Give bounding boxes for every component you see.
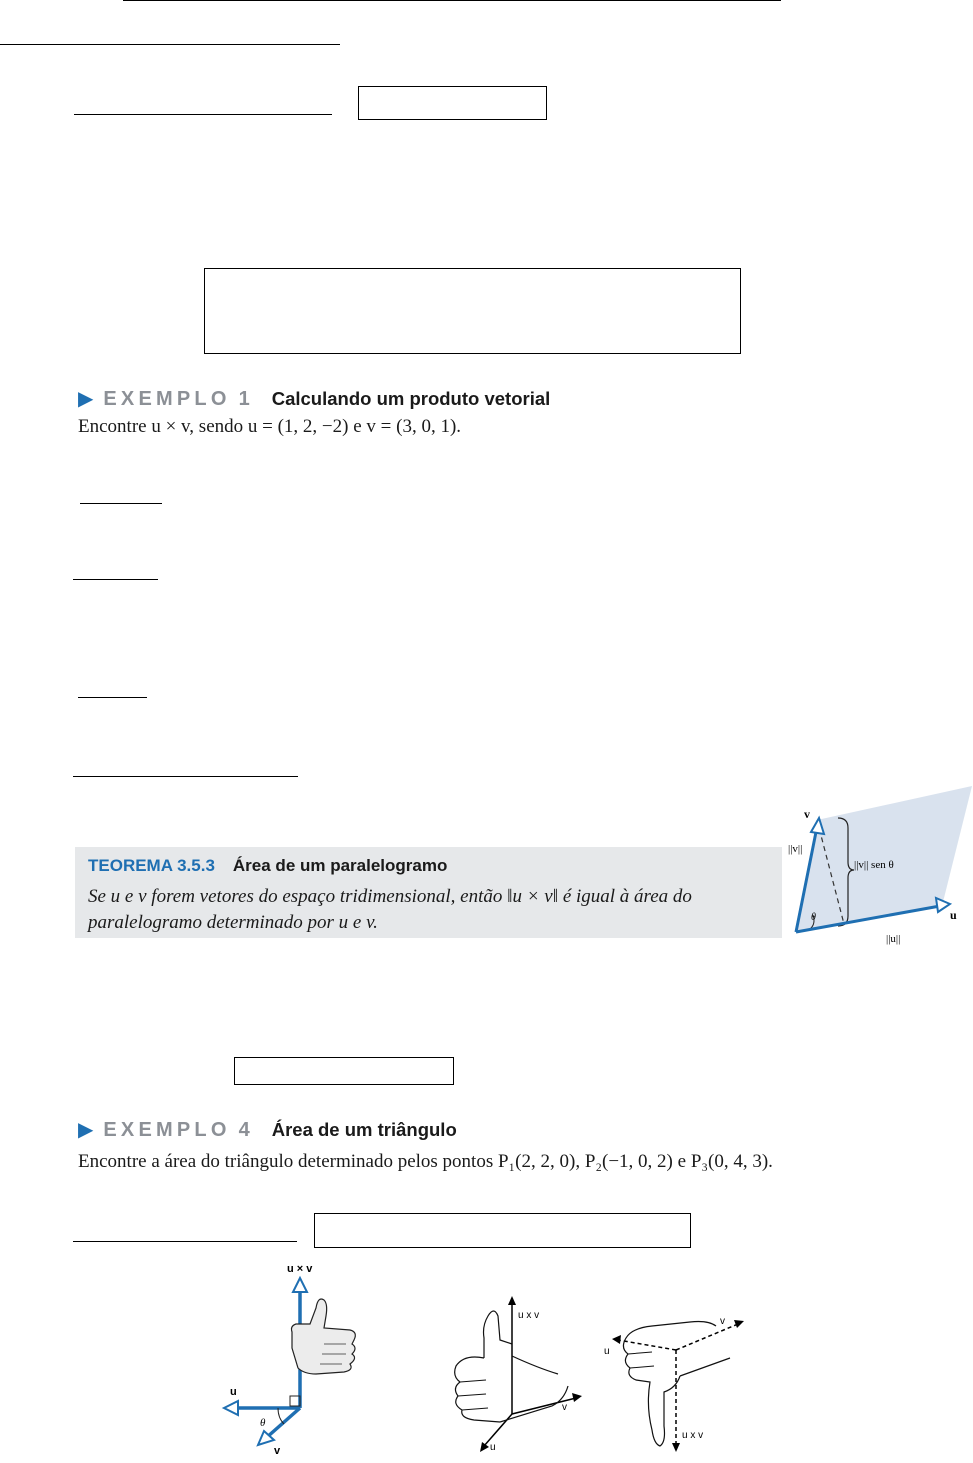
right-finger-lines [628,1352,654,1368]
right-label-u: u [604,1346,610,1357]
u-axis-head [224,1401,238,1415]
example-label: EXEMPLO [103,388,231,410]
left-label-uxv: u x v [518,1310,540,1321]
example-title: Calculando um produto vetorial [271,388,551,409]
label-norm-u: ||u|| [886,933,901,945]
vector-u-head [936,898,950,912]
example-number: 4 [238,1119,250,1141]
right-u-axis-head [612,1335,621,1344]
theorem-id: TEOREMA 3.5.3 [88,856,215,875]
answer-box-1[interactable] [358,86,547,120]
left-finger-lines [458,1380,488,1410]
subsection-line-2 [73,776,298,777]
left-u-axis-head [480,1442,489,1452]
right-label-uxv: u x v [682,1430,704,1441]
parallelogram-figure [782,782,973,948]
theorem-statement: Se u e v forem vetores do espaço tridimensional, então ‖u × v‖ é igual à área do paralelogramo determinado por u e v. [88,886,692,933]
label-theta: θ [260,1417,266,1429]
label-v: v [274,1445,281,1457]
label-uxv: u × v [287,1263,313,1275]
example-title: Área de um triângulo [271,1119,457,1140]
example-4-heading [78,1117,457,1142]
top-header-line [123,0,781,1]
theorem-heading [88,856,447,876]
label-u: u [950,908,957,922]
label-theta: θ [811,912,816,923]
right-v-axis-head [734,1320,744,1328]
right-v-axis [676,1324,738,1350]
right-uxv-axis-head [672,1443,680,1452]
left-v-axis-head [572,1393,582,1402]
theorem-box [75,847,782,938]
example-1-heading [78,386,550,411]
label-v: v [804,807,810,821]
answer-line-1 [80,503,162,504]
hand-sketches-figure [440,1296,760,1458]
formula-box[interactable] [204,268,741,354]
label-height: ||v|| sen θ [854,859,894,871]
right-u-axis [618,1340,676,1350]
left-label-v: v [562,1402,567,1413]
left-uxv-axis-head [508,1296,516,1305]
right-hand-rule-figure [212,1258,372,1458]
left-label-u: u [490,1442,496,1453]
example-number: 1 [238,388,250,410]
right-label-v: v [720,1316,725,1327]
label-u: u [230,1386,237,1398]
answer-box-3[interactable] [314,1213,691,1248]
subsection-line-3 [73,1241,297,1242]
answer-line-3 [78,697,147,698]
label-norm-v: ||v|| [788,843,803,855]
example-1-statement: Encontre u × v, sendo u = (1, 2, −2) e v = (3, 0, 1). [78,416,462,437]
play-arrow-icon: ▶ [78,386,94,410]
example-label: EXEMPLO [103,1119,231,1141]
answer-line-2 [73,579,158,580]
section-title-line [0,44,340,45]
example-4-statement: Encontre a área do triângulo determinado pelos pontos P₁(2, 2, 0), P₂(−1, 0, 2) e P₃(0, 4, 3). [78,1151,773,1172]
subsection-line-1 [74,114,332,115]
uxv-axis-head [293,1278,307,1292]
play-arrow-icon: ▶ [78,1117,94,1141]
theorem-title: Área de um paralelogramo [232,856,448,875]
answer-box-2[interactable] [234,1057,454,1085]
left-u-axis [484,1414,512,1446]
